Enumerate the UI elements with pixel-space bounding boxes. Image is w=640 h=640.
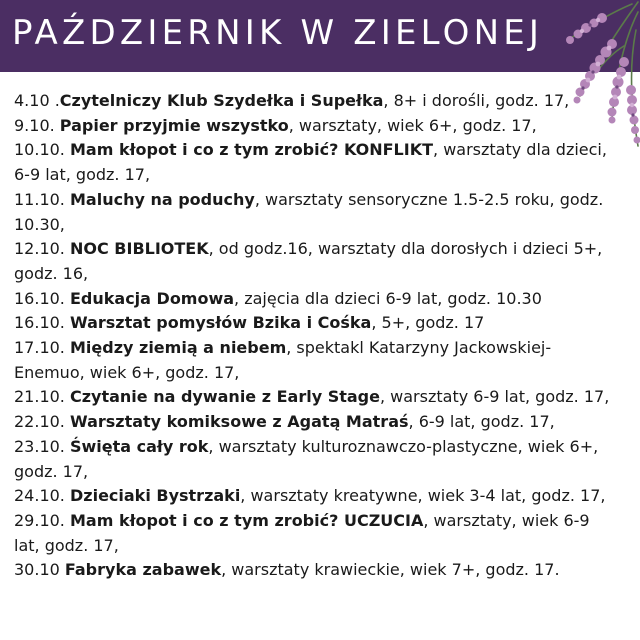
event-details: , warsztaty sensoryczne 1.5-2.5 roku, godz. 10.30,	[14, 189, 604, 234]
event-name: Edukacja Domowa	[69, 288, 235, 308]
event-details: , warsztaty, wiek 6-9 lat, godz. 17,	[14, 510, 590, 555]
event-date: 16.10.	[14, 313, 70, 333]
event-name: Czytelniczy Klub Szydełka i Supełka	[59, 91, 384, 110]
event-name: Maluchy na poduchy	[69, 189, 255, 209]
list-item	[14, 484, 614, 509]
list-item	[14, 410, 614, 435]
list-item	[14, 287, 614, 312]
list-item	[14, 509, 614, 558]
event-date: 29.10.	[14, 510, 70, 530]
event-details: , zajęcia dla dzieci 6-9 lat, godz. 10.30	[234, 288, 542, 308]
event-name: Dzieciaki Bystrzaki	[69, 486, 241, 506]
event-date: 9.10.	[14, 115, 60, 135]
event-details: , 8+ i dorośli, godz. 17,	[383, 91, 570, 110]
event-date: 10.10.	[14, 140, 70, 160]
event-date: 16.10.	[14, 288, 70, 308]
list-item	[14, 558, 614, 583]
event-name: Fabryka zabawek	[64, 560, 222, 580]
event-name: Papier przyjmie wszystko	[59, 115, 289, 135]
event-date: 21.10.	[14, 387, 70, 407]
list-item	[14, 435, 614, 484]
list-item	[14, 385, 614, 410]
event-details: , warsztaty krawieckie, wiek 7+, godz. 17.	[221, 560, 560, 580]
event-name: Mam kłopot i co z tym zrobić? KONFLIKT	[69, 140, 434, 160]
event-name: Święta cały rok	[69, 436, 209, 456]
event-name: NOC BIBLIOTEK	[69, 239, 209, 259]
event-name: Warsztaty komiksowe z Agatą Matraś	[69, 412, 409, 432]
list-item	[14, 114, 614, 139]
event-list	[14, 89, 614, 583]
event-details: , 6-9 lat, godz. 17,	[408, 412, 555, 432]
event-details: , 5+, godz. 17	[371, 313, 485, 333]
event-date: 4.10 .	[14, 91, 60, 110]
event-details: , warsztaty kulturoznawczo-plastyczne, wiek 6+, godz. 17,	[14, 436, 599, 481]
list-item	[14, 237, 614, 286]
event-name: Czytanie na dywanie z Early Stage	[69, 387, 380, 407]
event-date: 12.10.	[14, 239, 70, 259]
event-date: 11.10.	[14, 189, 70, 209]
event-date: 17.10.	[14, 338, 70, 358]
event-details: , spektakl Katarzyny Jackowskiej-Enemuo, wiek 6+, godz. 17,	[14, 338, 552, 382]
event-date: 30.10	[14, 560, 65, 580]
event-date: 23.10.	[14, 436, 70, 456]
event-details: , warsztaty, wiek 6+, godz. 17,	[288, 115, 537, 135]
event-name: Między ziemią a niebem	[69, 338, 287, 358]
event-details: , warsztaty kreatywne, wiek 3-4 lat, godz. 17,	[240, 486, 606, 506]
list-item	[14, 311, 614, 336]
event-date: 24.10.	[14, 486, 70, 506]
list-item	[14, 138, 614, 187]
event-details: , warsztaty dla dzieci, 6-9 lat, godz. 17,	[14, 140, 607, 185]
page-title: PAŹDZIERNIK W ZIELONEJ	[12, 13, 544, 53]
list-item	[14, 188, 614, 237]
list-item	[14, 336, 614, 385]
event-date: 22.10.	[14, 412, 70, 432]
event-name: Warsztat pomysłów Bzika i Cośka	[69, 313, 372, 333]
event-details: , od godz.16, warsztaty dla dorosłych i dzieci 5+, godz. 16,	[14, 239, 603, 283]
event-details: , warsztaty 6-9 lat, godz. 17,	[379, 387, 610, 407]
event-name: Mam kłopot i co z tym zrobić? UCZUCIA	[69, 510, 424, 530]
list-item	[14, 89, 614, 114]
